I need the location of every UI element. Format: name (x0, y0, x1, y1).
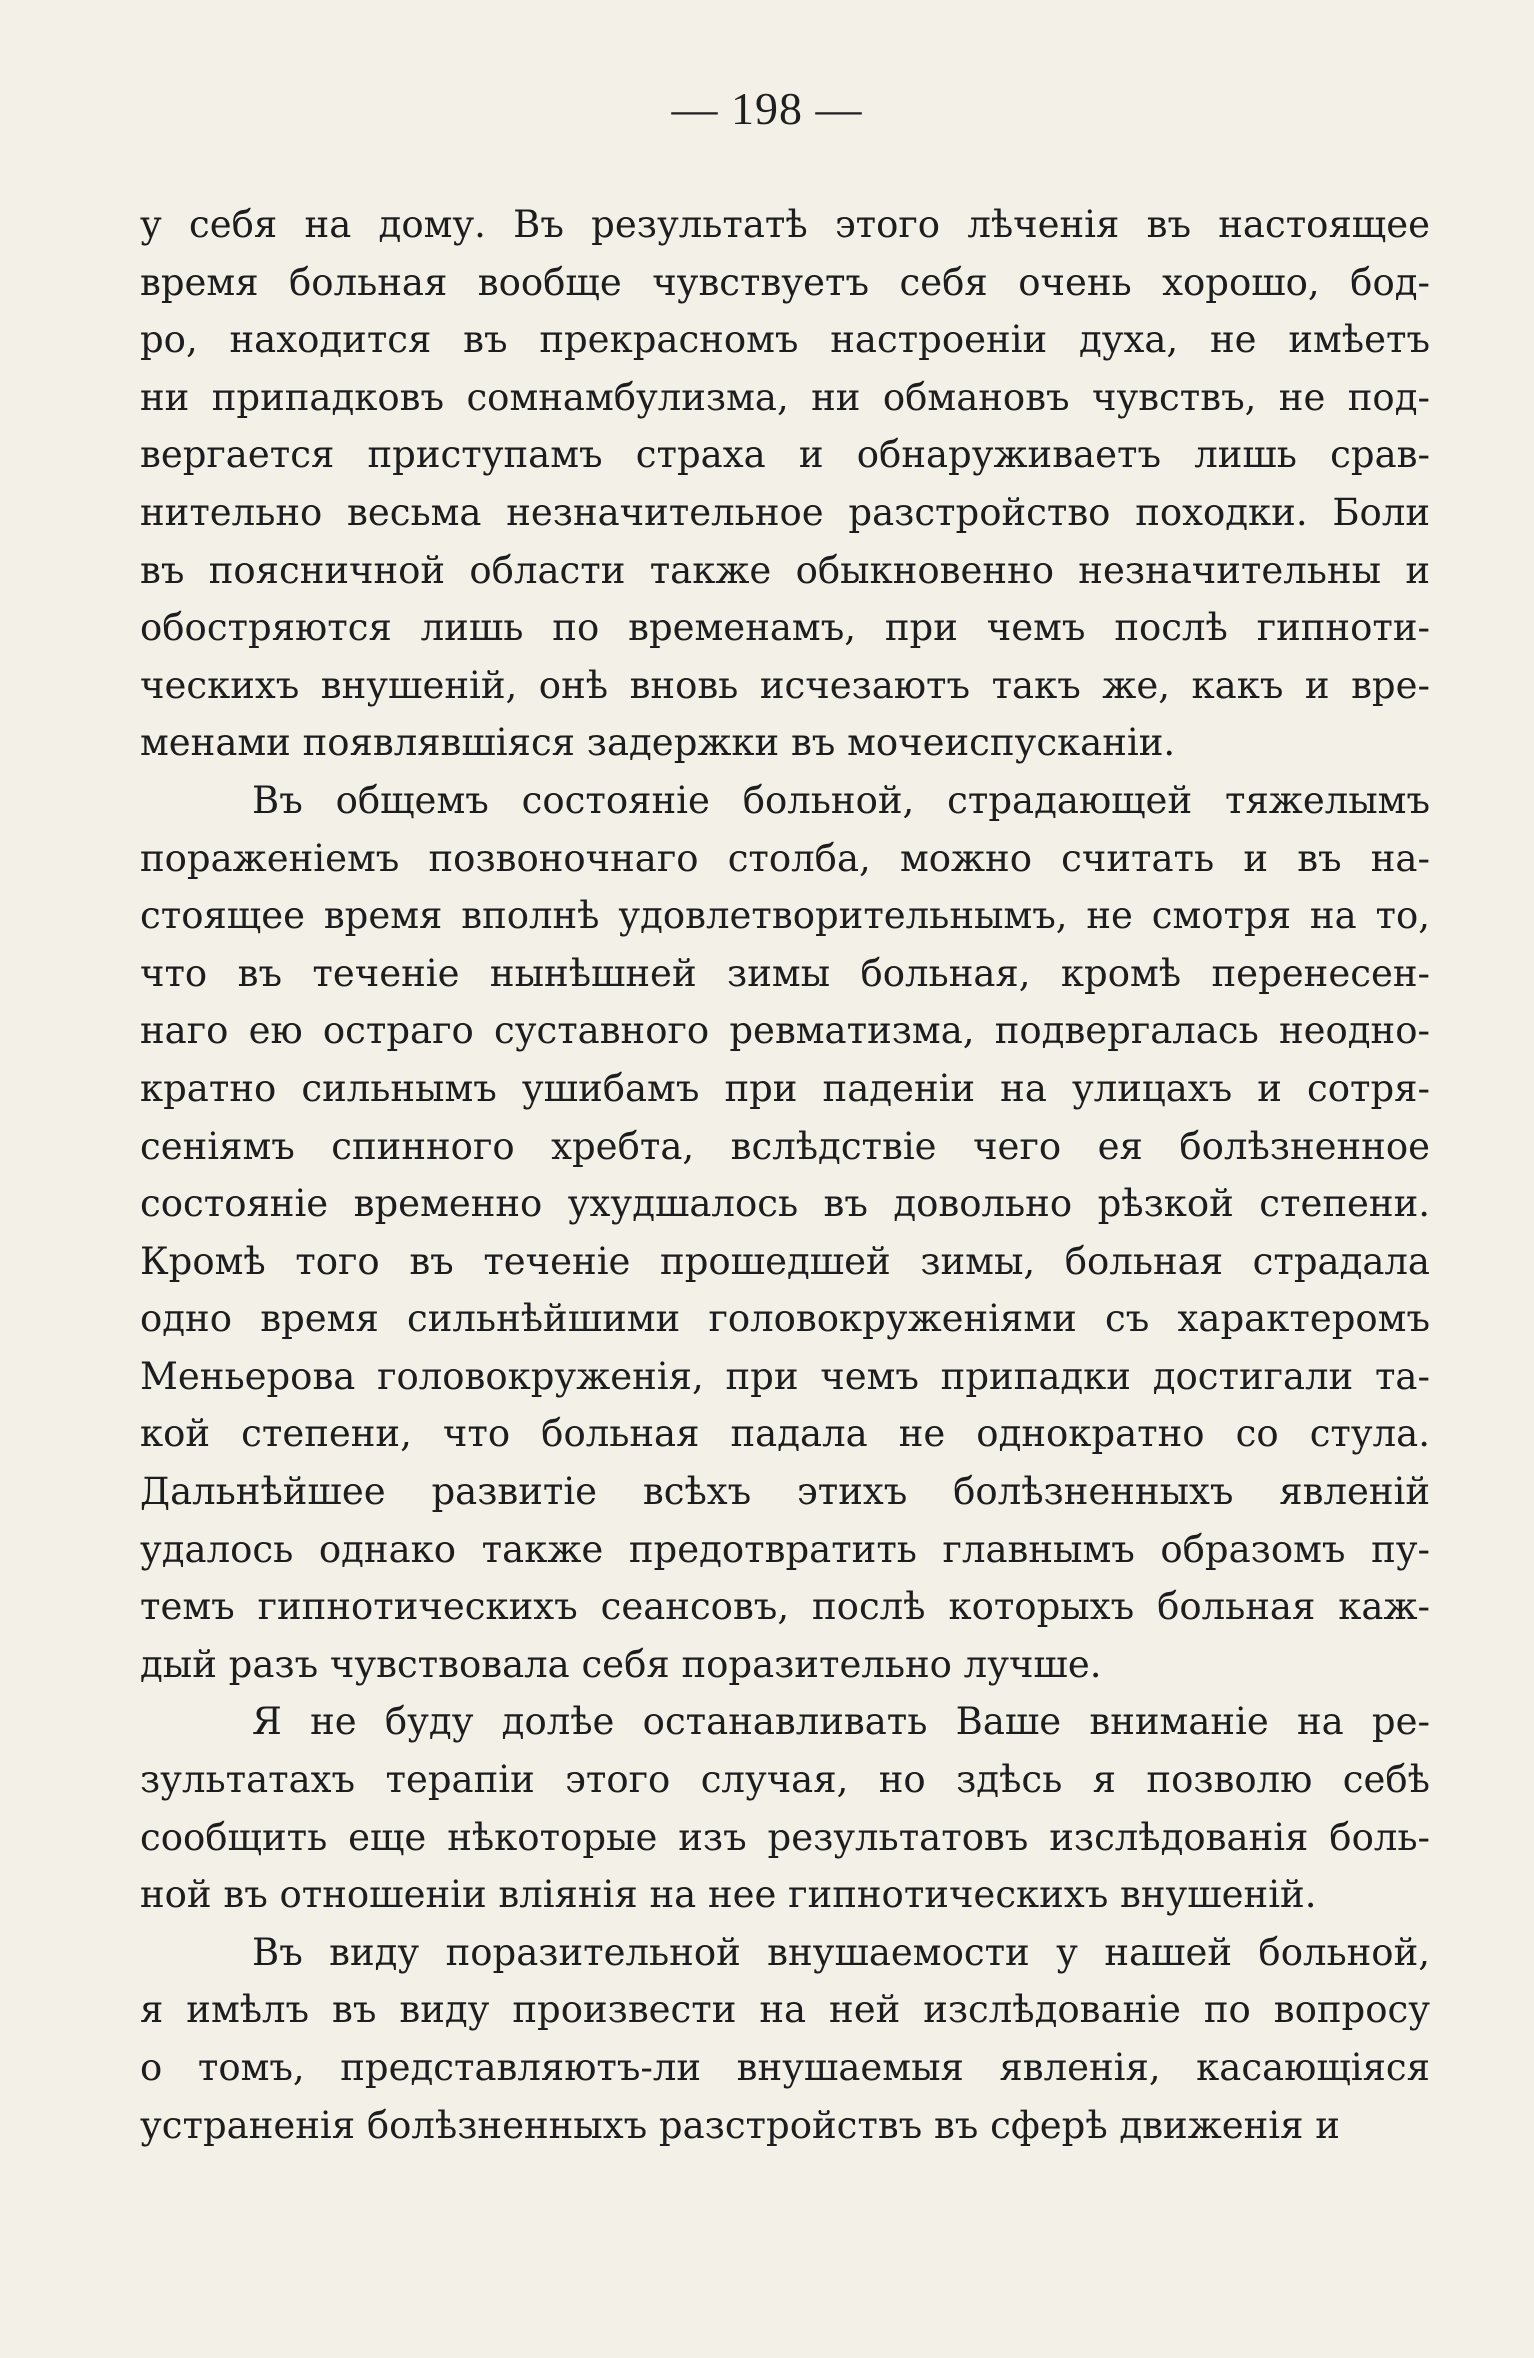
text-line: кой степени, что больная падала не однократно со стула. (140, 1412, 1430, 1456)
paragraph (140, 196, 1430, 772)
text-line: Я не буду долѣе останавливать Ваше вниманіе на ре- (252, 1700, 1430, 1744)
text-line: въ поясничной области также обыкновенно незначительны и (140, 548, 1430, 592)
text-line: вергается приступамъ страха и обнаруживаетъ лишь срав- (140, 433, 1430, 477)
text-line: нительно весьма незначительное разстройство походки. Боли (140, 490, 1430, 534)
text-line: я имѣлъ въ виду произвести на ней изслѣдованіе по вопросу (140, 1988, 1430, 2032)
text-line: наго ею остраго суставного ревматизма, подвергалась неодно- (140, 1009, 1430, 1053)
text-line: ческихъ внушеній, онѣ вновь исчезаютъ такъ же, какъ и вре- (140, 663, 1430, 707)
text-line: сеніямъ спинного хребта, вслѣдствіе чего ея болѣзненное (140, 1124, 1430, 1168)
text-line: Дальнѣйшее развитіе всѣхъ этихъ болѣзненныхъ явленій (140, 1470, 1430, 1514)
text-line: состояніе временно ухудшалось въ довольно рѣзкой степени. (140, 1182, 1430, 1226)
text-line: удалось однако также предотвратить главнымъ образомъ пу- (140, 1527, 1430, 1571)
paragraph (140, 1924, 1430, 2154)
text-line: Меньерова головокруженія, при чемъ припадки достигали та- (140, 1354, 1430, 1398)
text-line: о томъ, представляютъ-ли внушаемыя явленія, касающіяся (140, 2046, 1430, 2089)
text-line: темъ гипнотическихъ сеансовъ, послѣ которыхъ больная каж- (140, 1585, 1430, 1629)
body-text (140, 196, 1430, 2154)
text-line: дый разъ чувствовала себя поразительно лучше. (140, 1642, 1102, 1686)
text-line: что въ теченіе нынѣшней зимы больная, кромѣ перенесен- (140, 951, 1430, 995)
text-line: время больная вообще чувствуетъ себя очень хорошо, бод- (140, 260, 1430, 304)
text-line: ро, находится въ прекрасномъ настроеніи духа, не имѣетъ (140, 318, 1430, 362)
text-line: стоящее время вполнѣ удовлетворительнымъ, не смотря на то, (140, 894, 1430, 938)
text-line: Кромѣ того въ теченіе прошедшей зимы, больная страдала (140, 1239, 1430, 1283)
text-line: Въ виду поразительной внушаемости у нашей больной, (252, 1930, 1430, 1974)
text-line: кратно сильнымъ ушибамъ при паденіи на улицахъ и сотря- (140, 1066, 1430, 1110)
text-line: у себя на дому. Въ результатѣ этого лѣченія въ настоящее (140, 203, 1430, 246)
text-line: ной въ отношеніи вліянія на нее гипнотическихъ внушеній. (140, 1873, 1317, 1917)
text-line: зультатахъ терапіи этого случая, но здѣсь я позволю себѣ (140, 1758, 1430, 1802)
text-line: устраненія болѣзненныхъ разстройствъ въ сферѣ движенія и (140, 2103, 1340, 2147)
text-line: ни припадковъ сомнамбулизма, ни обмановъ чувствъ, не под- (140, 375, 1430, 419)
page-number: — 198 — (671, 83, 863, 134)
text-line: пораженіемъ позвоночнаго столба, можно считать и въ на- (140, 836, 1430, 880)
paragraph (140, 1693, 1430, 1923)
text-line: одно время сильнѣйшими головокруженіями съ характеромъ (140, 1297, 1430, 1341)
text-line: менами появлявшіяся задержки въ мочеиспусканіи. (140, 721, 1176, 765)
text-line: обостряются лишь по временамъ, при чемъ послѣ гипноти- (140, 606, 1430, 650)
text-line: Въ общемъ состояніе больной, страдающей тяжелымъ (252, 778, 1430, 822)
text-line: сообщить еще нѣкоторые изъ результатовъ изслѣдованія боль- (140, 1815, 1430, 1859)
paragraph (140, 772, 1430, 1694)
